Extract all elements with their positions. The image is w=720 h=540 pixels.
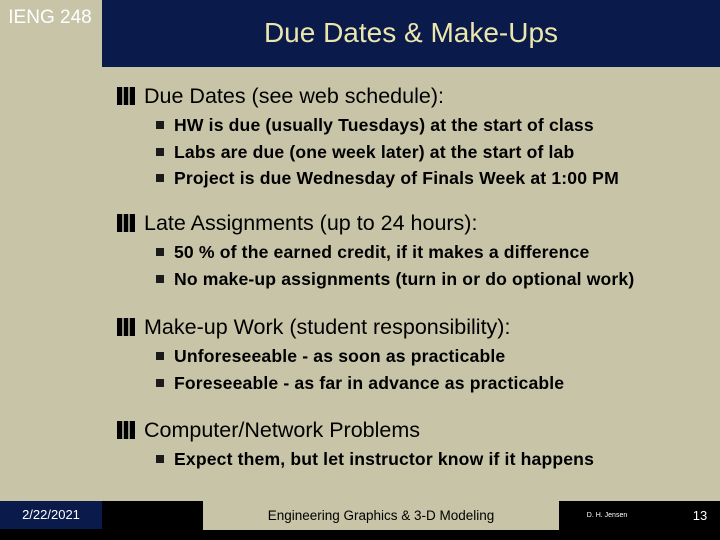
square-bullet-icon — [156, 379, 164, 387]
course-code: IENG 248 — [8, 7, 92, 28]
title-bar — [102, 0, 720, 67]
sidebar — [0, 0, 102, 540]
section-bullet-icon — [117, 87, 135, 105]
square-bullet-icon — [156, 121, 164, 129]
item-text: No make-up assignments (turn in or do optional work) — [174, 268, 635, 289]
item-text: 50 % of the earned credit, if it makes a difference — [174, 242, 590, 262]
square-bullet-icon — [156, 455, 164, 463]
item-text: Expect them, but let instructor know if it happens — [174, 449, 595, 469]
square-bullet-icon — [156, 148, 164, 156]
square-bullet-icon — [156, 352, 164, 360]
footer-date: 2/22/2021 — [0, 501, 102, 529]
item-text: Foreseeable - as far in advance as practicable — [174, 372, 565, 393]
item-text: Unforeseeable - as soon as practicable — [174, 346, 506, 366]
square-bullet-icon — [156, 248, 164, 256]
section-title: Make-up Work (student responsibility): — [144, 315, 511, 339]
footer — [0, 501, 720, 540]
item-text: Labs are due (one week later) at the start of lab — [174, 141, 575, 162]
section-title: Due Dates (see web schedule): — [144, 84, 444, 108]
section-bullet-icon — [117, 214, 135, 232]
footer-course-box — [203, 501, 559, 530]
section-bullet-icon — [117, 421, 135, 439]
square-bullet-icon — [156, 174, 164, 182]
square-bullet-icon — [156, 275, 164, 283]
item-text: HW is due (usually Tuesdays) at the start of class — [174, 115, 594, 135]
footer-author: D. H. Jensen — [586, 512, 628, 519]
slide-title: Due Dates & Make-Ups — [263, 17, 559, 48]
item-text: Project is due Wednesday of Finals Week at 1:00 PM — [174, 168, 619, 188]
section-bullet-icon — [117, 318, 135, 336]
page-number: 13 — [692, 508, 708, 523]
section-title: Late Assignments (up to 24 hours): — [144, 211, 478, 235]
slide-content — [102, 67, 720, 501]
section-title: Computer/Network Problems — [144, 418, 421, 442]
footer-course-name: Engineering Graphics & 3-D Modeling — [267, 508, 495, 523]
